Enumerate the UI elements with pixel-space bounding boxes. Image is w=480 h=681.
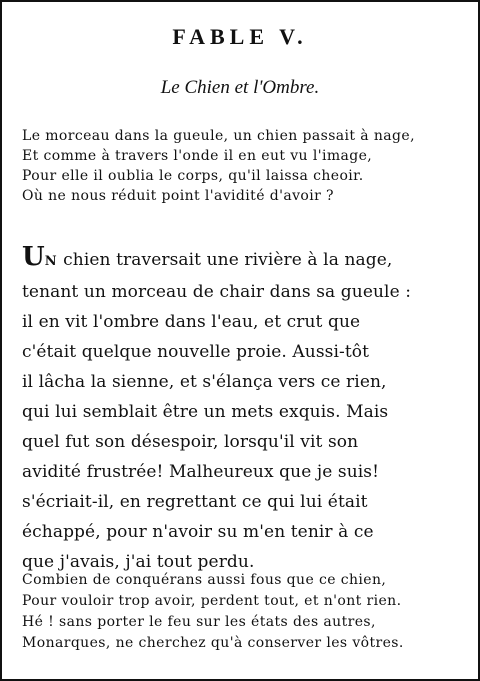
prose-line: tenant un morceau de chair dans sa gueule : xyxy=(22,282,412,302)
prose-line: c'était quelque nouvelle proie. Aussi-tôt xyxy=(22,342,370,362)
verse-line: Pour vouloir trop avoir, perdent tout, et n'ont rien. xyxy=(22,593,402,609)
prose-line: qui lui semblait être un mets exquis. Mais xyxy=(22,402,389,422)
prose-line: il en vit l'ombre dans l'eau, et crut que xyxy=(22,312,361,332)
small-caps: N xyxy=(44,254,58,269)
prose-line-first xyxy=(22,242,470,277)
prose-first-line-text: chien traversait une rivière à la nage, xyxy=(57,250,393,270)
moral-verse xyxy=(22,126,470,206)
drop-cap: U xyxy=(22,242,45,272)
prose-line: échappé, pour n'avoir su m'en tenir à ce xyxy=(22,522,374,542)
prose-line: avidité frustrée! Malheureux que je suis! xyxy=(22,462,380,482)
verse-line: Où ne nous réduit point l'avidité d'avoir ? xyxy=(22,188,334,204)
verse-line: Monarques, ne cherchez qu'à conserver les vôtres. xyxy=(22,635,404,651)
prose-line: quel fut son désespoir, lorsqu'il vit son xyxy=(22,432,359,452)
verse-line: Pour elle il oublia le corps, qu'il laissa cheoir. xyxy=(22,168,364,184)
prose-line: que j'avais, j'ai tout perdu. xyxy=(22,552,255,572)
fable-prose xyxy=(22,242,470,577)
verse-line: Et comme à travers l'onde il en eut vu l'image, xyxy=(22,148,373,164)
verse-line: Combien de conquérans aussi fous que ce chien, xyxy=(22,572,387,588)
verse-line: Hé ! sans porter le feu sur les états des autres, xyxy=(22,614,376,630)
fable-title: FABLE V. xyxy=(172,24,308,49)
closing-verse xyxy=(22,570,470,654)
prose-line: s'écriait-il, en regrettant ce qui lui était xyxy=(22,492,368,512)
prose-line: il lâcha la sienne, et s'élança vers ce rien, xyxy=(22,372,387,392)
verse-line: Le morceau dans la gueule, un chien passait à nage, xyxy=(22,128,415,144)
fable-subtitle: Le Chien et l'Ombre. xyxy=(160,77,320,98)
